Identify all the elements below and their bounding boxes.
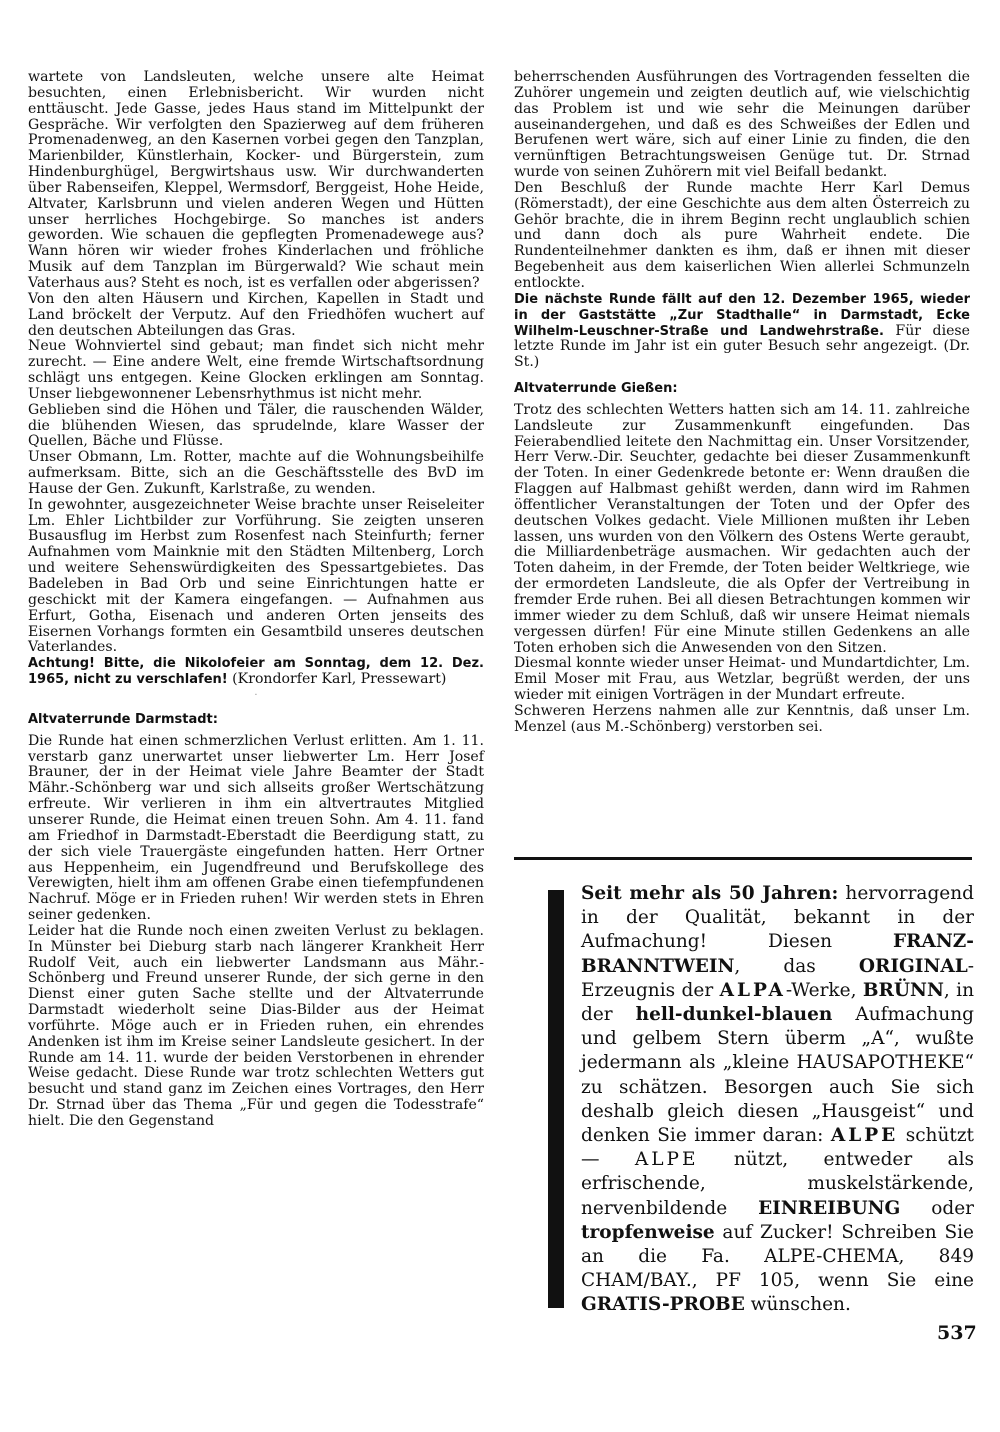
ad-fragment: wünschen. [744,1294,851,1316]
heading-giessen: Altvaterrunde Gießen: [514,381,678,397]
notice-rest: (Krondorfer Karl, Pressewart) [227,671,447,688]
ad-fragment: nützt, entweder als erfrischende, muskelstärkende, nervenbildende [581,1149,974,1219]
ad-fragment: hell-dunkel-blauen [635,1004,833,1026]
ad-text [581,882,974,1318]
ad-side-bar [548,890,564,1308]
paragraph: Die Runde hat einen schmerzlichen Verlust erlitten. Am 1. 11. verstarb ganz unerwartet unser liebwerter Lm. Herr Josef Brauner, der in der Heimat viele Jahre Beamter der Stadt Mähr.-Schönberg war und sich allseits großer Wertschätzung erfreute. Wir verlieren in ihm ein altvertrautes Mitglied unserer Runde, die Heimat einen treuen Sohn. Am 4. 11. fand am Friedhof in Darmstadt-Eberstadt die Beerdigung statt, zu der sich viele Trauergäste eingefunden hatten. Herr Ortner aus Heppenheim, ein Jugendfreund und Berufskollege des Verewigten, hielt ihm am offenen Grabe einen tiefempfundenen Nachruf. Möge er in Frieden ruhen! Wir werden stets in Ehren seiner gedenken. [28,732,484,924]
ad-fragment: ALPE [830,1125,899,1147]
ad-fragment: schützt — [581,1125,974,1171]
ad-fragment: tropfenweise [581,1221,715,1243]
ad-fragment: EINREIBUNG [758,1197,901,1219]
heading-darmstadt: Altvaterrunde Darmstadt: [28,711,218,727]
ad-fragment: BRÜNN [862,979,944,1001]
paragraph: Schweren Herzens nahmen alle zur Kenntnis, daß unser Lm. Menzel (aus M.-Schönberg) verstorben sei. [514,702,970,735]
ad-fragment: oder [900,1197,975,1219]
right-column [514,70,970,736]
ad-fragment: ALPE [634,1149,699,1171]
paragraph: Diesmal konnte wieder unser Heimat- und Mundartdichter, Lm. Emil Moser mit Frau, aus Wetzlar, begrüßt werden, der uns wieder mit einigen Vorträgen in der Mundart erfreute. [514,655,970,704]
ad-fragment: Seit mehr als 50 Jahren: [581,883,839,904]
paragraph: In gewohnter, ausgezeichneter Weise brachte unser Reiseleiter Lm. Ehler Lichtbilder zur Vorführung. Sie zeigten unseren Busausflug im Herbst zum Rosenfest nach Steinfurth; ferner Aufnahmen vom Mainknie mit den Städten Miltenberg, Lorch und weitere Sehenswürdigkeiten des Spessartgebietes. Das Badeleben in Bad Orb und seine Einrichtungen hatte er geschickt mit der Kamera eingefangen. — Aufnahmen aus Erfurt, Gotha, Eisenach und anderen Orten jenseits des Eisernen Vorhangs formten ein Gesamtbild unseres deutschen Vaterlandes. [28,496,484,656]
paragraph: Den Beschluß der Runde machte Herr Karl Demus (Römerstadt), der eine Geschichte aus dem alten Österreich zu Gehör brachte, die in ihrem Beginn recht unglaublich schien und dann doch als pure Wahrheit endete. Die Rundenteilnehmer dankten es ihm, daß er ihnen mit dieser Begebenheit aus dem kaiserlichen Wien allerlei Schmunzeln entlockte. [514,179,970,291]
paragraph: Von den alten Häusern und Kirchen, Kapellen in Stadt und Land bröckelt der Verputz. Auf den Friedhöfen wuchert auf den deutschen Abteilungen das Gras. [28,290,484,339]
left-column [28,70,484,1130]
paragraph: Geblieben sind die Höhen und Täler, die rauschenden Wälder, die blühenden Wiesen, das sprudelnde, klare Wasser der Quellen, Bäche und Flüsse. [28,401,484,450]
paragraph: Neue Wohnviertel sind gebaut; man findet sich nicht mehr zurecht. — Eine andere Welt, eine fremde Wirtschaftsordnung schlägt uns entgegen. Keine Glocken erklingen am Sonntag. Unser liebgewonnener Lebensrhythmus ist nicht mehr. [28,338,484,402]
ad-fragment: FRANZ-BRANNTWEIN [581,931,974,977]
print-mark: · [254,689,258,701]
ad-fragment: ORIGINAL [858,955,968,977]
paragraph: Unser Obmann, Lm. Rotter, machte auf die Wohnungsbeihilfe aufmerksam. Bitte, sich an die Geschäftsstelle des BvD im Hause der Gen. Zukunft, Karlstraße, zu wenden. [28,449,484,497]
paragraph: Leider hat die Runde noch einen zweiten Verlust zu beklagen. In Münster bei Dieburg starb nach längerer Krankheit Herr Rudolf Veit, auch ein liebwerter Landsmann aus Mähr.-Schönberg und Freund unserer Runde, der sich gerne in den Dienst einer guten Sache stellte und der Altvaterrunde Darmstadt wiederholt seine Dias-Bilder aus der Heimat vorführte. Möge auch er in Frieden ruhen, ein ehrendes Andenken ist ihm im Kreise seiner Landsleute gesichert. In der Runde am 14. 11. wurde der beiden Verstorbenen in ehrender Weise gedacht. Diese Runde war trotz schlechten Wetters gut besucht und stand ganz im Zeichen eines Vortrages, den Herr Dr. Strnad über das Thema „Für und gegen die Todesstrafe“ hielt. Die den Gegenstand [28,922,484,1129]
notice-bold: Die nächste Runde fällt auf den 12. Dezember 1965, wieder in der Gaststätte „Zur Stadthalle“ in Darmstadt, Ecke Wilhelm-Leuschner-Straße und Landwehrstraße. [514,291,970,339]
ad-fragment: ALPA [719,979,786,1001]
page-number: 537 [937,1322,977,1344]
alpe-advertisement [548,882,975,1316]
ad-fragment: -Werke, [785,979,863,1001]
ad-fragment: -Erzeugnis der [581,955,974,1001]
notice-bold: Achtung! Bitte, die Nikolofeier am Sonntag, dem 12. Dez. 1965, nicht zu verschlafen! [28,656,484,688]
paragraph: beherrschenden Ausführungen des Vortragenden fesselten die Zuhörer ungemein und zeigten deutlich auf, wie vielschichtig das Problem ist und wie sehr die Meinungen darüber auseinandergehen, und daß es des Schweißes der Edlen und Berufenen wert wäre, sich auf einer Linie zu finden, die den vernünftigen Betrachtungsweisen Genüge tut. Dr. Strnad wurde von seinen Zuhörern mit viel Beifall bedankt. [514,69,970,181]
ad-fragment: GRATIS-PROBE [581,1294,745,1316]
paragraph: Trotz des schlechten Wetters hatten sich am 14. 11. zahlreiche Landsleute zur Zusammenkunft eingefunden. Das Feierabendlied leitete den Nachmittag ein. Unser Vorsitzender, Herr Verw.-Dir. Seuchter, gedachte bei dieser Zusammenkunft der Toten. In einer Gedenkrede betonte er: Wenn draußen die Flaggen auf Halbmast gehißt werden, dann wird im Rahmen öffentlicher Veranstaltungen der Toten und der Opfer des deutschen Volkes gedacht. Viele Millionen mußten ihr Leben lassen, uns wurden von den Völkern des Ostens Werte geraubt, die Milliardenbeträge ausmachen. Wir gedachten auch der Toten daheim, in der Fremde, der Toten beider Weltkriege, wie der ermordeten Landsleute, die als Opfer der Vertreibung in fremder Erde ruhen. Bei all diesen Betrachtungen kommen wir immer wieder zu dem Schluß, daß wir unsere Heimat niemals vergessen dürfen! Für eine Minute stillen Gedenkens an alle Toten erhoben sich die Anwesenden von den Sitzen. [514,401,970,656]
next-meeting-notice [514,292,970,371]
nikolofeier-notice [28,656,484,688]
ad-fragment: auf Zucker! Schreiben Sie an die Fa. ALPE-CHEMA, 849 CHAM/BAY., PF 105, wenn Sie eine [581,1221,974,1292]
ad-fragment: Aufmachung und gelbem Stern überm „A“, wußte jedermann als „kleine HAUSAPOTHEKE“ zu schätzen. Besorgen auch Sie sich deshalb gleich diesen „Hausgeist“ und denken Sie immer daran: [581,1004,974,1147]
ad-fragment: , in der [581,979,974,1026]
ad-fragment: hervorragend in der Qualität, bekannt in der Aufmachung! Diesen [581,883,974,953]
paragraph: wartete von Landsleuten, welche unsere alte Heimat besuchten, einen Erlebnisbericht. Wir wurden nicht enttäuscht. Jede Gasse, jedes Haus stand im Mittelpunkt der Gespräche. Wir verfolgten den Spazierweg auf dem früheren Promenadenweg, an den Kasernen vorbei gegen den Tanzplan, Marienbilder, Künstlerhain, Kocker- und Bürgerstein, zum Hindenburghügel, Bergwirtshaus usw. Wir durchwanderten über Rabenseifen, Kleppel, Wermsdorf, Berggeist, Hohe Heide, Altvater, Karlsbrunn und vielen anderen Wegen und Hütten unser herrliches Hochgebirge. So manches ist anders geworden. Wie schauen die gepflegten Promenadewege aus? Wann hören wir wieder frohes Kinderlachen und fröhliche Musik auf dem Tanzplan im Bürgerwald? Wie schaut mein Vaterhaus aus? Steht es noch, ist es verfallen oder abgerissen? [28,69,484,291]
notice-rest: Für diese letzte Runde im Jahr ist ein guter Besuch sehr angezeigt. (Dr. St.) [514,322,970,371]
section-divider [514,857,972,860]
ad-fragment: , das [734,955,859,977]
